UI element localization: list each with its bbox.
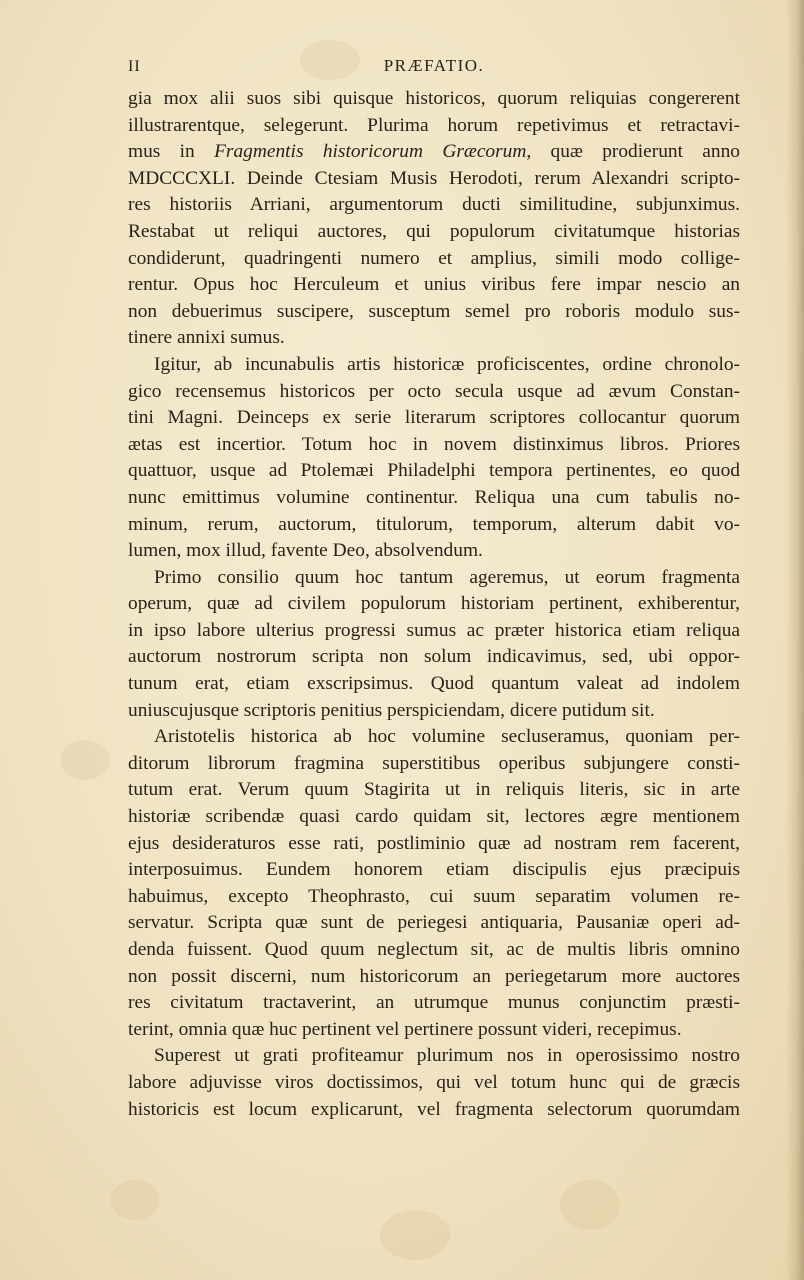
text-line: ætas est incertior. Totum hoc in novem distinximus libros. Priores xyxy=(128,433,740,455)
text-line: Igitur, ab incunabulis artis historicæ proficiscentes, ordine chronolo- xyxy=(154,353,740,375)
text-line: auctorum nostrorum scripta non solum indicavimus, sed, ubi oppor- xyxy=(128,646,740,668)
text-line: in ipso labore ulterius progressi sumus ac præter historica etiam reliqua xyxy=(128,619,740,641)
text-line: servatur. Scripta quæ sunt de periegesi antiquaria, Pausaniæ operi ad- xyxy=(128,912,740,934)
text-line: non possit discerni, num historicorum an periegetarum more auctores xyxy=(128,965,740,987)
paper-stain xyxy=(110,1180,160,1220)
text-line: quattuor, usque ad Ptolemæi Philadelphi tempora pertinentes, eo quod xyxy=(128,460,740,482)
text-line: res civitatum tractaverint, an utrumque munus conjunctim præsti- xyxy=(128,992,740,1014)
text-line: historicis est locum explicarunt, vel fragmenta selectorum quorumdam xyxy=(128,1098,740,1120)
page-number: II xyxy=(128,58,141,75)
text-line: denda fuissent. Quod quum neglectum sit, ac de multis libris omnino xyxy=(128,939,740,960)
body-text xyxy=(128,86,740,1123)
text-line: uniuscujusque scriptoris penitius perspiciendam, dicere putidum sit. xyxy=(128,699,655,721)
text-line: lumen, mox illud, favente Deo, absolvendum. xyxy=(128,540,483,562)
text-line: Aristotelis historica ab hoc volumine secluseramus, quoniam per- xyxy=(154,726,740,748)
paper-stain xyxy=(60,740,110,780)
text-line: non debuerimus suscipere, susceptum semel pro roboris modulo sus- xyxy=(128,300,740,322)
text-line: res historiis Arriani, argumentorum ducti similitudine, subjunximus. xyxy=(128,194,740,216)
text-segment: , quæ prodierunt anno xyxy=(526,141,741,163)
text-line: tutum erat. Verum quum Stagirita ut in reliquis literis, sic in arte xyxy=(128,779,740,801)
text-line: MDCCCXLI. Deinde Ctesiam Musis Herodoti, rerum Alexandri scripto- xyxy=(128,167,740,189)
text-line: Superest ut grati profiteamur plurimum nos in operosissimo nostro xyxy=(154,1045,740,1067)
text-line: minum, rerum, auctorum, titulorum, temporum, alterum dabit vo- xyxy=(128,513,740,535)
text-line: illustrarentque, selegerunt. Plurima horum repetivimus et retractavi- xyxy=(128,114,740,136)
text-line: rentur. Opus hoc Herculeum et unius viribus fere impar nescio an xyxy=(128,274,740,296)
text-line: tini Magni. Deinceps ex serie literarum scriptores collocantur quorum xyxy=(128,407,740,429)
text-line: ejus desideraturos esse rati, postliminio quæ ad nostram rem facerent, xyxy=(128,832,740,854)
text-segment: mus in xyxy=(128,141,215,163)
italic-title: Fragmentis historicorum Græcorum xyxy=(214,141,527,163)
text-line: labore adjuvisse viros doctissimos, qui vel totum hunc qui de græcis xyxy=(128,1071,740,1093)
text-line: gico recensemus historicos per octo secula usque ad ævum Constan- xyxy=(128,380,740,402)
text-line: terint, omnia quæ huc pertinent vel pertinere possunt videri, recepimus. xyxy=(128,1018,682,1040)
text-line: habuimus, excepto Theophrasto, cui suum separatim volumen re- xyxy=(128,885,740,907)
text-line: condiderunt, quadringenti numero et amplius, simili modo collige- xyxy=(128,247,740,269)
text-line: historiæ scribendæ quasi cardo quidam sit, lectores ægre mentionem xyxy=(128,806,740,828)
paper-stain xyxy=(380,1210,450,1260)
text-line: Restabat ut reliqui auctores, qui populorum civitatumque historias xyxy=(128,220,740,242)
text-line xyxy=(128,139,740,166)
text-line: tunum erat, etiam exscripsimus. Quod quantum valeat ad indolem xyxy=(128,673,740,695)
running-head: PRÆFATIO. xyxy=(383,56,485,75)
page-header xyxy=(128,56,740,80)
text-line: nunc emittimus volumine continentur. Reliqua una cum tabulis no- xyxy=(128,486,740,508)
text-line: ditorum librorum fragmina superstitibus operibus subjungere consti- xyxy=(128,752,740,774)
text-line: operum, quæ ad civilem populorum historiam pertinent, exhiberentur, xyxy=(128,593,740,615)
text-line: gia mox alii suos sibi quisque historicos, quorum reliquias congererent xyxy=(128,88,740,109)
page-edge-shadow xyxy=(786,0,804,1280)
text-line: interposuimus. Eundem honorem etiam discipulis ejus præcipuis xyxy=(128,859,740,881)
text-line: tinere annixi sumus. xyxy=(128,327,285,349)
paper-stain xyxy=(560,1180,620,1230)
text-line: Primo consilio quum hoc tantum ageremus, ut eorum fragmenta xyxy=(154,566,740,588)
